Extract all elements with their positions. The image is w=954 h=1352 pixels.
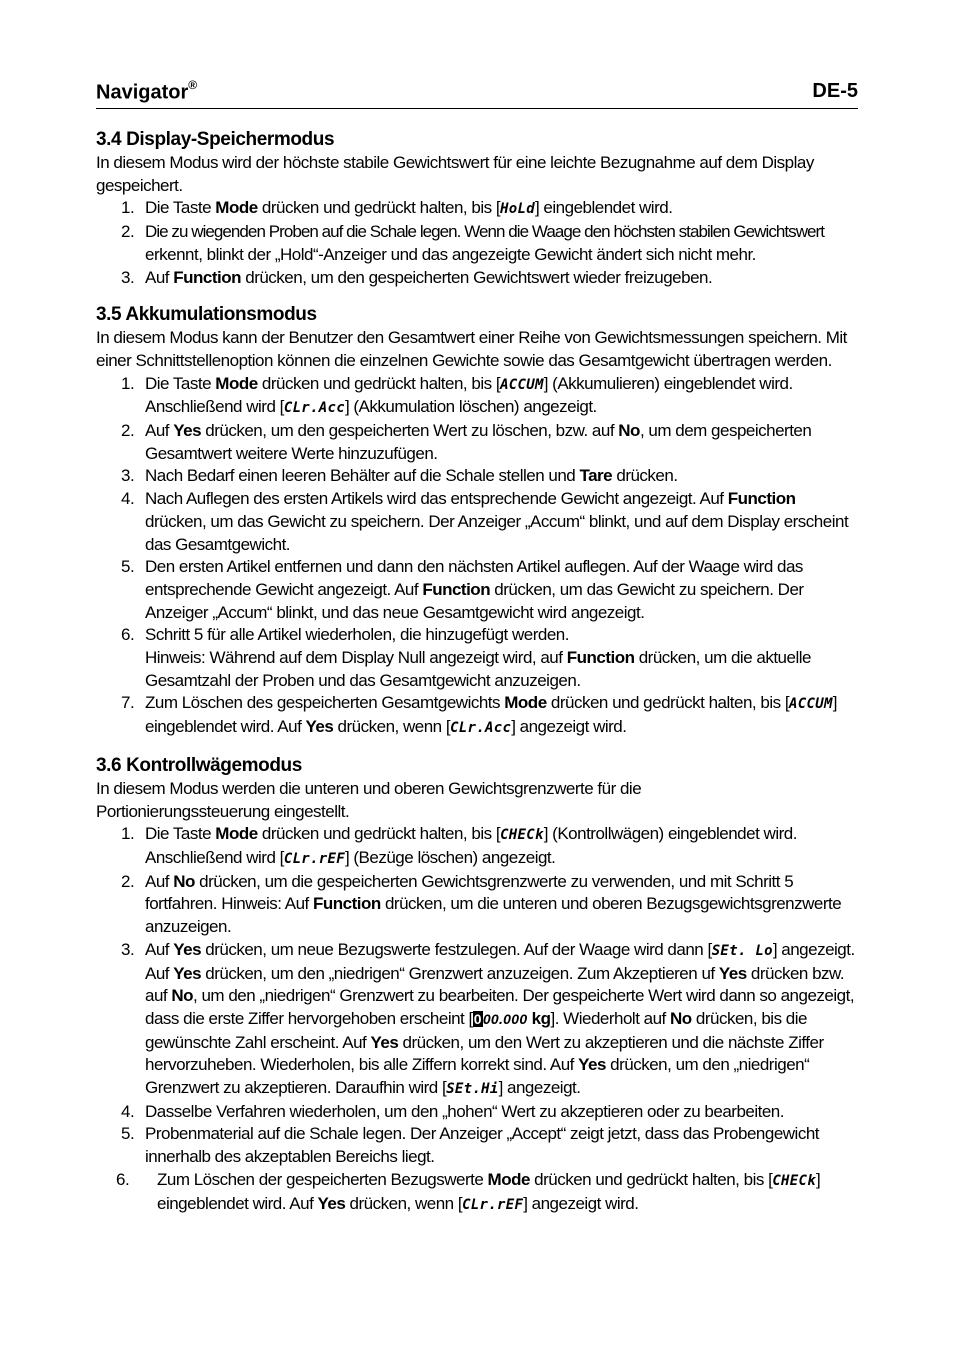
lcd-display-text: CHECk: [500, 827, 544, 844]
lcd-display-text: ACCUM: [789, 696, 833, 713]
page-number: DE-5: [812, 80, 858, 102]
step-list: [96, 373, 858, 740]
list-item: 4. Nach Auflegen des ersten Artikels wird das entsprechende Gewicht angezeigt. Auf Function drücken, um das Gewicht zu speichern. Der Anzeiger „Accum“ blinkt, und auf dem Display erscheint das Gesamtgewicht.: [121, 489, 849, 554]
list-item: 2. Die zu wiegenden Proben auf die Schale legen. Wenn die Waage den höchsten stabilen Gewichtswert erkennt, blinkt der „Hold“-Anzeiger und das angezeigte Gewicht ändert sich nicht mehr.: [121, 222, 825, 264]
list-item: 1. Die Taste Mode drücken und gedrückt halten, bis [ACCUM] (Akkumulieren) eingeblendet wird. Anschließend wird [CLr.Acc] (Akkumulation löschen) angezeigt.: [121, 373, 793, 417]
list-item: 6. Zum Löschen der gespeicherten Bezugswerte Mode drücken und gedrückt halten, bis [CHECk] eingeblendet wird. Auf Yes drücken, wenn [CLr.rEF] angezeigt wird.: [116, 1169, 821, 1213]
list-item: 1. Die Taste Mode drücken und gedrückt halten, bis [HoLd] eingeblendet wird.: [121, 198, 673, 218]
section-heading: 3.5 Akkumulationsmodus: [96, 304, 317, 326]
list-item: 2. Auf No drücken, um die gespeicherten Gewichtsgrenzwerte zu verwenden, und mit Schritt 5 fortfahren. Hinweis: Auf Function drücken, um die unteren und oberen Bezugsgewichtsgrenzwerte anzuzeigen.: [121, 871, 842, 937]
list-item: 3. Auf Function drücken, um den gespeicherten Gewichtswert wieder freizugeben.: [121, 267, 713, 287]
list-item: 1. Die Taste Mode drücken und gedrückt halten, bis [CHECk] (Kontrollwägen) eingeblendet wird. Anschließend wird [CLr.rEF] (Bezüge löschen) angezeigt.: [121, 824, 797, 867]
list-item: 3. Nach Bedarf einen leeren Behälter auf die Schale stellen und Tare drücken.: [121, 466, 678, 486]
lcd-display-text: ACCUM: [500, 376, 544, 393]
section-heading: 3.6 Kontrollwägemodus: [96, 754, 302, 776]
section-accumulation: [96, 303, 858, 740]
list-item: 4. Dasselbe Verfahren wiederholen, um den „hohen“ Wert zu akzeptieren oder zu bearbeiten.: [121, 1101, 784, 1121]
lcd-display-text: CLr.rEF: [283, 850, 345, 867]
section-intro: In diesem Modus wird der höchste stabile Gewichtswert für eine leichte Bezugnahme auf dem Display gespeichert.: [96, 153, 814, 195]
lcd-display-text: CHECk: [772, 1172, 816, 1189]
manual-title: Navigator®: [96, 78, 198, 104]
section-intro: In diesem Modus werden die unteren und oberen Gewichtsgrenzwerte für die Portionierungssteuerung eingestellt.: [96, 778, 642, 821]
page-header: [96, 78, 858, 109]
lcd-display-text: 000.000: [473, 1010, 528, 1027]
lcd-display-text: CLr.rEF: [462, 1196, 524, 1213]
lcd-display-text: CLr.Acc: [450, 720, 512, 737]
section-checkweighing: [96, 754, 858, 1216]
list-item: 7. Zum Löschen des gespeicherten Gesamtgewichts Mode drücken und gedrückt halten, bis [ACCUM] eingeblendet wird. Auf Yes drücken, wenn [CLr.Acc] angezeigt wird.: [121, 693, 837, 737]
registered-mark: ®: [188, 78, 198, 92]
section-heading: 3.4 Display-Speichermodus: [96, 129, 335, 150]
lcd-display-text: HoLd: [500, 201, 535, 218]
page-content: [96, 128, 858, 1230]
highlighted-digit: 0: [473, 1010, 482, 1027]
lcd-display-text: SEt.Hi: [446, 1081, 499, 1098]
list-item: 2. Auf Yes drücken, um den gespeicherten Wert zu löschen, bzw. auf No, um dem gespeicherten Gesamtwert weitere Werte hinzuzufügen.: [121, 421, 812, 463]
lcd-display-text: SEt. Lo: [711, 942, 773, 959]
step-list: [96, 823, 858, 1216]
list-item: 5. Probenmaterial auf die Schale legen. Der Anzeiger „Accept“ zeigt jetzt, dass das Probengewicht innerhalb des akzeptablen Bereichs liegt.: [121, 1124, 820, 1167]
section-display-memory: [96, 128, 858, 289]
list-item: 6. Schritt 5 für alle Artikel wiederholen, die hinzugefügt werden. Hinweis: Während auf dem Display Null angezeigt wird, auf Function drücken, um die aktuelle Gesamtzahl der Proben und das Gesamtgewicht anzuzeigen.: [121, 625, 811, 690]
lcd-display-text: CLr.Acc: [283, 400, 345, 417]
step-list: [96, 197, 858, 289]
list-item: 3. Auf Yes drücken, um neue Bezugswerte festzulegen. Auf der Waage wird dann [SEt. Lo] angezeigt. Auf Yes drücken, um den „niedrigen“ Grenzwert anzuzeigen. Zum Akzeptieren uf Yes drücken bzw. auf No, um den „niedrigen“ Grenzwert zu bearbeiten. Der gespeicherte Wert wird dann so angezeigt, dass die erste Ziffer hervorgehoben erscheint [000.000 kg]. Wiederholt auf No drücken, bis die gewünschte Zahl erscheint. Auf Yes drücken, um den Wert zu akzeptieren und die nächste Ziffer hervorzuheben. Wiederholen, bis alle Ziffern korrekt sind. Auf Yes drücken, um den „niedrigen“ Grenzwert zu akzeptieren. Daraufhin wird [SEt.Hi] angezeigt.: [121, 939, 855, 1098]
list-item: 5. Den ersten Artikel entfernen und dann den nächsten Artikel auflegen. Auf der Waage wird das entsprechende Gewicht angezeigt. Auf Function drücken, um das Gewicht zu speichern. Der Anzeiger „Accum“ blinkt, und das neue Gesamtgewicht wird angezeigt.: [121, 557, 804, 622]
section-intro: In diesem Modus kann der Benutzer den Gesamtwert einer Reihe von Gewichtsmessungen speichern. Mit einer Schnittstellenoption können die einzelnen Gewichte sowie das Gesamtgewicht übertragen werden.: [96, 328, 847, 370]
